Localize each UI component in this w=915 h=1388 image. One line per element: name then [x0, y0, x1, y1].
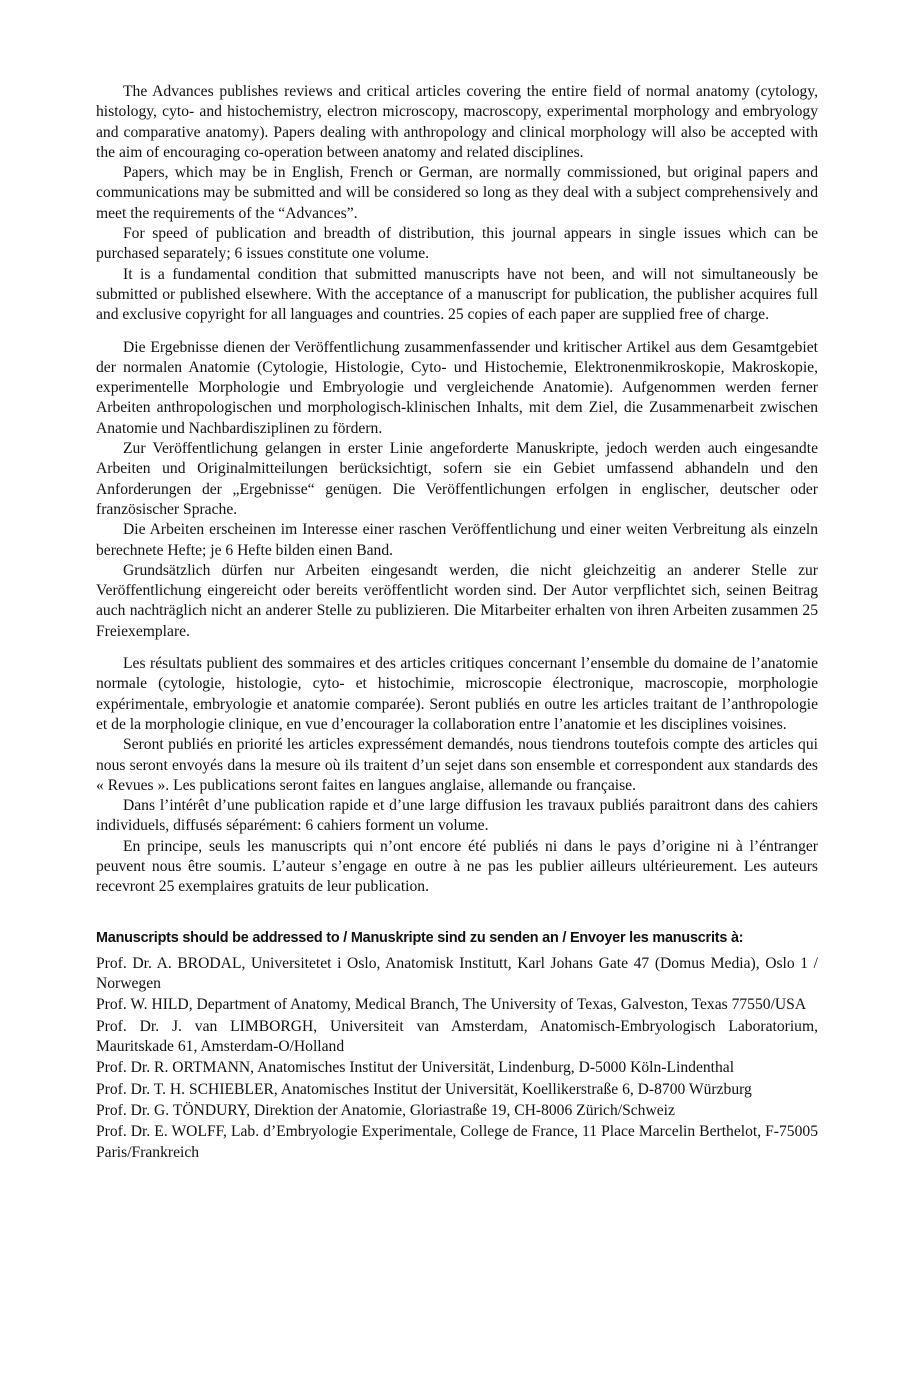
german-paragraph: Die Arbeiten erscheinen im Interesse einer raschen Veröffentlichung und einer weiten Verbreitung als einzeln berechnete Hefte; je 6 Hefte bilden einen Band.: [96, 521, 818, 559]
german-paragraph: Die Ergebnisse dienen der Veröffentlichung zusammenfassender und kritischer Artikel aus dem Gesamtgebiet der normalen Anatomie (Cytologie, Histologie, Cyto- und Histochemie, Elektronenmikroskopie, Makroskopie, experimentelle Morphologie und Embryologie und vergleichende Anatomie). Aufgenommen werden ferner Arbeiten anthropologischen und morphologisch-klinischen Inhalts, mit dem Ziel, die Zusammenarbeit zwischen Anatomie und Nachbardisziplinen zu fördern.: [96, 338, 818, 437]
addresses-heading: Manuscripts should be addressed to / Manuskripte sind zu senden an / Envoyer les manuscrits à:: [96, 929, 744, 946]
address-item: Prof. Dr. G. TÖNDURY, Direktion der Anatomie, Gloriastraße 19, CH-8006 Zürich/Schweiz: [96, 1101, 675, 1119]
english-section: [96, 82, 818, 326]
document-page: [96, 82, 818, 1164]
english-paragraph: For speed of publication and breadth of distribution, this journal appears in single issues which can be purchased separately; 6 issues constitute one volume.: [96, 225, 818, 263]
address-item: Prof. W. HILD, Department of Anatomy, Medical Branch, The University of Texas, Galveston, Texas 77550/USA: [96, 996, 807, 1014]
address-item: Prof. Dr. R. ORTMANN, Anatomisches Institut der Universität, Lindenburg, D-5000 Köln-Lindenthal: [96, 1059, 735, 1077]
address-item: Prof. Dr. E. WOLFF, Lab. d’Embryologie Experimentale, College de France, 11 Place Marcelin Berthelot, F-75005 Paris/Frankreich: [96, 1123, 818, 1161]
english-paragraph: Papers, which may be in English, French or German, are normally commissioned, but original papers and communications may be submitted and will be considered so long as they deal with a subject comprehensively and meet the requirements of the “Advances”.: [96, 164, 818, 222]
french-paragraph: Seront publiés en priorité les articles expressément demandés, nous tiendrons toutefois compte des articles qui nous seront envoyés dans la mesure où ils traitent d’un sejet dans son ensemble et correspondent aux standards des « Revues ». Les publications seront faites en langues anglaise, allemande ou française.: [96, 736, 818, 794]
french-section: [96, 654, 818, 898]
manuscript-addresses: [96, 928, 818, 1163]
address-list: [96, 954, 818, 1163]
english-paragraph: The Advances publishes reviews and critical articles covering the entire field of normal anatomy (cytology, histology, cyto- and histochemistry, electron microscopy, macroscopy, experimental morphology and embryology and comparative anatomy). Papers dealing with anthropology and clinical morphology will also be accepted with the aim of encouraging co-operation between anatomy and related disciplines.: [96, 83, 818, 161]
english-paragraph: It is a fundamental condition that submitted manuscripts have not been, and will not simultaneously be submitted or published elsewhere. With the acceptance of a manuscript for publication, the publisher acquires full and exclusive copyright for all languages and countries. 25 copies of each paper are supplied free of charge.: [96, 265, 818, 324]
address-item: Prof. Dr. T. H. SCHIEBLER, Anatomisches Institut der Universität, Koellikerstraße 6, D-8700 Würzburg: [96, 1080, 752, 1098]
french-paragraph: Dans l’intérêt d’une publication rapide et d’une large diffusion les travaux publiés paraitront dans des cahiers individuels, diffusés séparément: 6 cahiers forment un volume.: [96, 797, 818, 835]
german-paragraph: Grundsätzlich dürfen nur Arbeiten eingesandt werden, die nicht gleichzeitig an anderer Stelle zur Veröffentlichung eingereicht oder bereits veröffentlicht worden sind. Der Autor verpflichtet sich, seinen Beitrag auch nachträglich nicht an anderer Stelle zu publizieren. Die Mitarbeiter erhalten von ihren Arbeiten zusammen 25 Freiexemplare.: [96, 561, 818, 640]
french-paragraph: Les résultats publient des sommaires et des articles critiques concernant l’ensemble du domaine de l’anatomie normale (cytologie, histologie, cyto- et histochimie, microscopie électronique, macroscopie, morphologie expérimentale, embryologie et anatomie comparée). Seront publiés en outre les articles traitant de l’anthropologie et de la morphologie clinique, en vue d’encourager la collaboration entre l’anatomie et les disciplines voisines.: [96, 655, 818, 733]
address-item: Prof. Dr. J. van LIMBORGH, Universiteit van Amsterdam, Anatomisch-Embryologisch Laboratorium, Mauritskade 61, Amsterdam-O/Holland: [96, 1017, 818, 1056]
french-paragraph: En principe, seuls les manuscripts qui n’ont encore été publiés ni dans le pays d’origine ni à l’éntranger peuvent nous être soumis. L’auteur s’engage en outre à ne pas les publier ailleurs ultérieurement. Les auteurs recevront 25 exemplaires gratuits de leur publication.: [96, 837, 818, 896]
german-section: [96, 338, 818, 642]
address-item: Prof. Dr. A. BRODAL, Universitetet i Oslo, Anatomisk Institutt, Karl Johans Gate 47 (Domus Media), Oslo 1 / Norwegen: [96, 954, 818, 993]
german-paragraph: Zur Veröffentlichung gelangen in erster Linie angeforderte Manuskripte, jedoch werden auch eingesandte Arbeiten und Originalmitteilungen berücksichtigt, sofern sie ein Gebiet umfassend abhandeln und den Anforderungen der „Ergebnisse“ genügen. Die Veröffentlichungen erfolgen in englischer, deutscher oder französischer Sprache.: [96, 440, 818, 518]
